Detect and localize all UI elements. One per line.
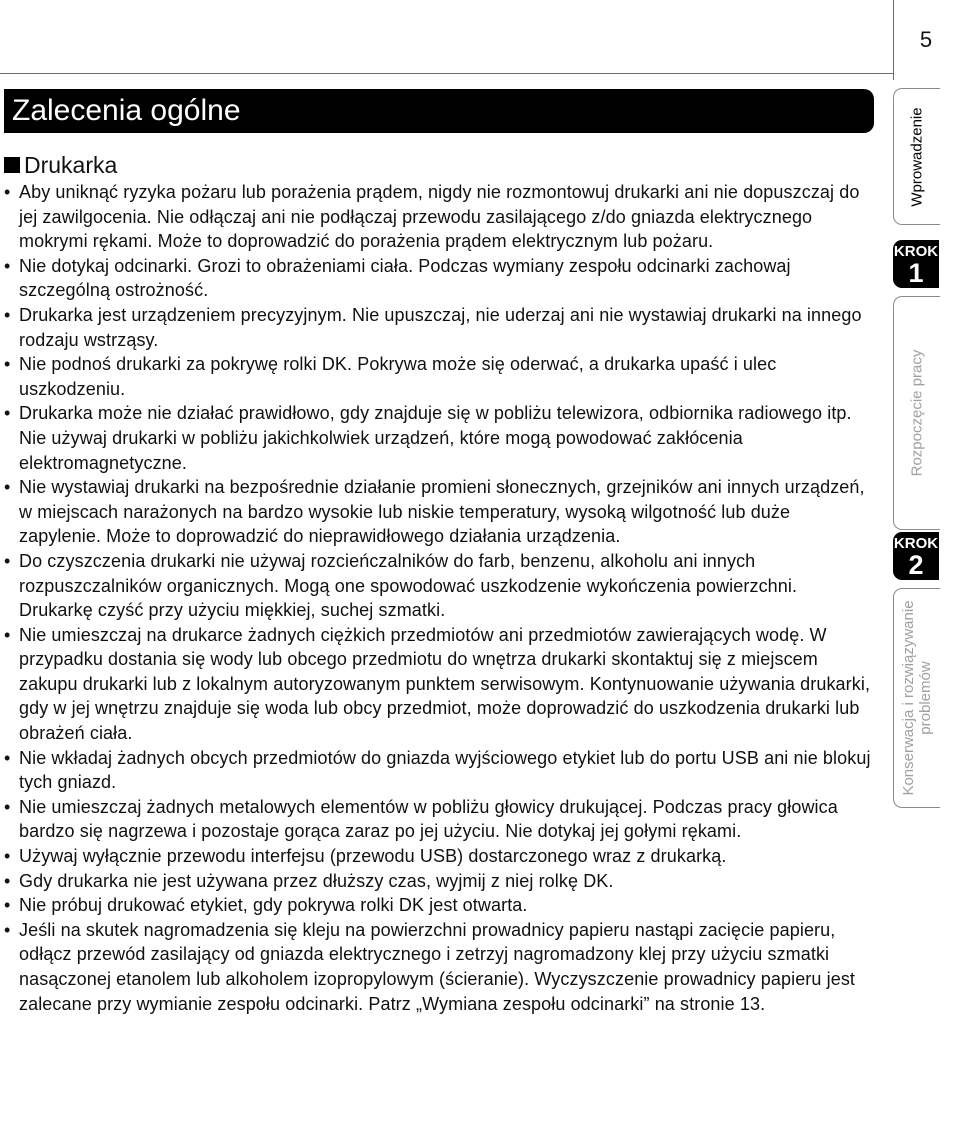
square-bullet-icon: [4, 157, 20, 173]
bullet-dot-icon: •: [4, 796, 11, 817]
bullet-dot-icon: •: [4, 477, 11, 498]
list-item: [4, 869, 876, 894]
list-item-text: Jeśli na skutek nagromadzenia się kleju na powierzchni prowadnicy papieru nastąpi zacięcie papieru, odłącz przewód zasilający od gniazda elektrycznego i zetrzyj nagromadzony klej przy użyciu szmatki nasączonej etanolem lub alkoholem izopropylowym (ścieranie). Wyczyszczenie prowadnicy papieru jest zalecane przy wymianie zespołu odcinarki. Patrz „Wymiana zespołu odcinarki” na stronie 13.: [19, 919, 856, 1014]
bullet-dot-icon: •: [4, 895, 11, 916]
list-item: [4, 549, 876, 623]
list-item-text: Nie podnoś drukarki za pokrywę rolki DK. Pokrywa może się oderwać, a drukarka upaść i ulec uszkodzeniu.: [19, 354, 777, 399]
list-item: [4, 352, 876, 401]
list-item-text: Gdy drukarka nie jest używana przez dłuższy czas, wyjmij z niej rolkę DK.: [19, 870, 614, 891]
sidebar-step2-badge[interactable]: [893, 532, 939, 580]
list-item-text: Nie umieszczaj żadnych metalowych elementów w pobliżu głowicy drukującej. Podczas pracy głowica bardzo się nagrzewa i pozostaje gorąca zaraz po jej użyciu. Nie dotykaj jej gołymi rękami.: [19, 796, 838, 842]
bullet-dot-icon: •: [4, 624, 11, 645]
list-item: [4, 918, 876, 1016]
list-item: [4, 746, 876, 795]
section-heading-text: Drukarka: [24, 152, 118, 178]
page-number: 5: [919, 27, 933, 52]
list-item: [4, 893, 876, 918]
list-item: [4, 401, 876, 475]
step1-word: KROK: [893, 243, 939, 260]
list-item-text: Nie próbuj drukować etykiet, gdy pokrywa rolki DK jest otwarta.: [19, 895, 528, 916]
list-item-text: Drukarka jest urządzeniem precyzyjnym. Nie upuszczaj, nie uderzaj ani nie wystawiaj drukarki na innego rodzaju wstrząsy.: [19, 304, 862, 350]
sidebar-tab-intro[interactable]: [893, 88, 940, 225]
list-item-text: Nie wystawiaj drukarki na bezpośrednie działanie promieni słonecznych, grzejników ani innych urządzeń, w miejscach narażonych na bardzo wysokie lub niskie temperatury, wysoką wilgotność lub duże zapylenie. Może to doprowadzić do nieprawidłowego działania urządzenia.: [19, 477, 865, 547]
list-item-text: Używaj wyłącznie przewodu interfejsu (przewodu USB) dostarczonego wraz z drukarką.: [19, 846, 727, 867]
list-item-text: Drukarka może nie działać prawidłowo, gdy znajduje się w pobliżu telewizora, odbiornika radiowego itp. Nie używaj drukarki w pobliżu jakichkolwiek urządzeń, które mogą powodować zakłócenia elektromagnetyczne.: [19, 403, 852, 473]
page-tab-divider: [893, 0, 894, 80]
sidebar-step2-label: [900, 600, 934, 795]
list-item: [4, 475, 876, 549]
list-item: [4, 795, 876, 844]
sidebar-step1-badge[interactable]: [893, 240, 939, 288]
sidebar-tab-step2[interactable]: [893, 588, 940, 808]
list-item-text: Do czyszczenia drukarki nie używaj rozcieńczalników do farb, benzenu, alkoholu ani innych rozpuszczalników organicznych. Mogą one spowodować uszkodzenie wykończenia powierzchni. Drukarkę czyść przy użyciu miękkiej, suchej szmatki.: [19, 550, 798, 621]
list-item-text: Nie wkładaj żadnych obcych przedmiotów do gniazda wyjściowego etykiet lub do portu USB ani nie blokuj tych gniazd.: [19, 747, 871, 793]
sidebar-step2-label-line1: Konserwacja i rozwiązywanie: [900, 600, 917, 796]
bullet-dot-icon: •: [4, 747, 11, 768]
chapter-sidebar: [878, 88, 960, 1128]
sidebar-intro-label: Wprowadzenie: [908, 106, 926, 207]
bullet-dot-icon: •: [4, 919, 11, 940]
list-item-text: Nie umieszczaj na drukarce żadnych ciężkich przedmiotów ani przedmiotów zawierających wodę. W przypadku dostania się wody lub obcego przedmiotu do wnętrza drukarki skontaktuj się z miejscem zakupu drukarki lub z lokalnym autoryzowanym punktem serwisowym. Kontynuowanie używania drukarki, gdy w jej wnętrzu znajduje się woda lub obcy przedmiot, może doprowadzić do uszkodzenia drukarki lub obrażeń ciała.: [19, 624, 871, 744]
list-item: [4, 254, 876, 303]
bullet-dot-icon: •: [4, 354, 11, 375]
bullet-dot-icon: •: [4, 870, 11, 891]
header-rule: [0, 73, 893, 74]
title-bar: [4, 89, 874, 133]
step2-number: 2: [908, 550, 924, 580]
bullet-dot-icon: •: [4, 550, 11, 571]
page-title: Zalecenia ogólne: [12, 94, 241, 127]
sidebar-step1-label: Rozpoczęcie pracy: [908, 349, 926, 477]
bullet-dot-icon: •: [4, 255, 11, 276]
sidebar-step2-label-line2: problemów: [917, 661, 934, 735]
step2-word: KROK: [893, 535, 939, 552]
bullet-list: [4, 180, 876, 1016]
list-item: [4, 180, 876, 254]
list-item: [4, 623, 876, 746]
sidebar-tab-step1[interactable]: [893, 296, 940, 530]
list-item: [4, 303, 876, 352]
list-item-text: Aby uniknąć ryzyka pożaru lub porażenia prądem, nigdy nie rozmontowuj drukarki ani nie dopuszczaj do jej zawilgocenia. Nie odłączaj ani nie podłączaj przewodu zasilającego z/do gniazda elektrycznego mokrymi rękami. Może to doprowadzić do porażenia prądem elektrycznym lub pożaru.: [19, 182, 860, 252]
list-item-text: Nie dotykaj odcinarki. Grozi to obrażeniami ciała. Podczas wymiany zespołu odcinarki zachowaj szczególną ostrożność.: [19, 255, 791, 301]
section-heading: [4, 151, 117, 179]
bullet-dot-icon: •: [4, 846, 11, 867]
step1-number: 1: [908, 258, 924, 288]
list-item: [4, 844, 876, 869]
bullet-dot-icon: •: [4, 403, 11, 424]
bullet-dot-icon: •: [4, 304, 11, 325]
bullet-dot-icon: •: [4, 182, 11, 202]
